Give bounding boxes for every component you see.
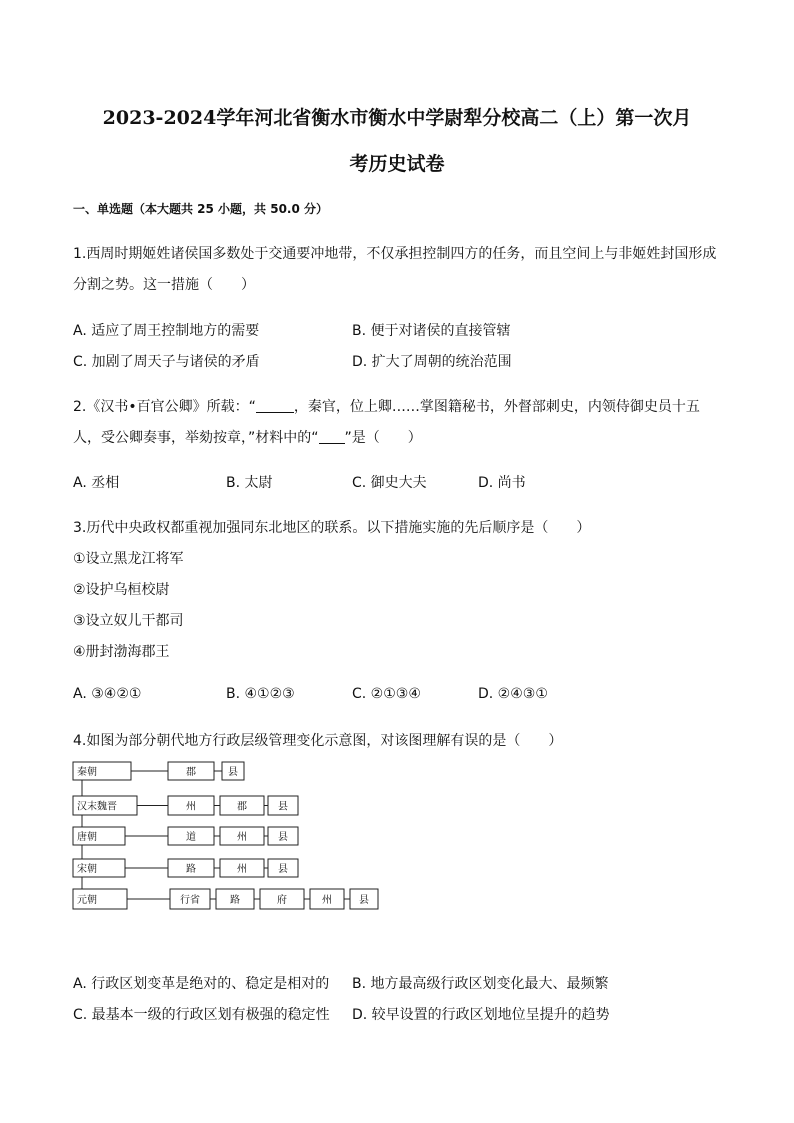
question-3-option-b[interactable]: B. ④①②③ — [226, 686, 295, 702]
level-label: 郡 — [186, 767, 196, 778]
level-label: 州 — [237, 864, 247, 875]
level-label: 县 — [359, 895, 369, 906]
exam-title-line2: 考历史试卷 — [349, 153, 445, 175]
admin-hierarchy-diagram — [72, 758, 382, 918]
question-2-stem-line2 — [73, 427, 422, 447]
level-label: 县 — [228, 767, 238, 778]
level-label: 路 — [230, 895, 240, 906]
question-3-option-d[interactable]: D. ②④③① — [478, 686, 548, 702]
question-4-option-a[interactable]: A. 行政区划变革是绝对的、稳定是相对的 — [73, 976, 330, 992]
dynasty-label: 汉末魏晋 — [77, 801, 117, 813]
question-2-stem-line1 — [73, 396, 700, 416]
level-label: 县 — [278, 801, 288, 813]
level-label: 路 — [186, 864, 196, 875]
level-label: 府 — [277, 895, 287, 906]
question-1-option-c[interactable]: C. 加剧了周天子与诸侯的矛盾 — [73, 354, 260, 370]
question-3-option-a[interactable]: A. ③④②① — [73, 686, 142, 702]
dynasty-label: 宋朝 — [77, 864, 97, 875]
question-3-item-1: ①设立黑龙江将军 — [73, 551, 184, 567]
question-2-stem-line2-suffix: ”是（ ） — [344, 430, 422, 446]
question-3-stem: 3.历代中央政权都重视加强同东北地区的联系。以下措施实施的先后顺序是（ ） — [73, 520, 591, 536]
exam-title-line1: 2023-2024学年河北省衡水市衡水中学尉犁分校高二（上）第一次月 — [102, 107, 692, 129]
question-3-item-2: ②设护乌桓校尉 — [73, 582, 170, 598]
section-heading: 一、单选题（本大题共 25 小题，共 50.0 分） — [73, 202, 329, 216]
question-3-item-4: ④册封渤海郡王 — [73, 644, 170, 660]
level-label: 行省 — [180, 895, 200, 906]
level-label: 县 — [278, 864, 288, 875]
question-2-option-b[interactable]: B. 太尉 — [226, 475, 273, 491]
question-1-option-d[interactable]: D. 扩大了周朝的统治范围 — [352, 354, 512, 370]
question-1-stem-line1: 1.西周时期姬姓诸侯国多数处于交通要冲地带，不仅承担控制四方的任务，而且空间上与非姬姓封国形成 — [73, 246, 717, 262]
question-4-stem: 4.如图为部分朝代地方行政层级管理变化示意图，对该图理解有误的是（ ） — [73, 733, 563, 749]
level-label: 州 — [237, 832, 247, 843]
question-4-option-c[interactable]: C. 最基本一级的行政区划有极强的稳定性 — [73, 1007, 330, 1023]
question-2-blank-1 — [256, 398, 294, 413]
question-2-stem-middle: ，秦官，位上卿……掌图籍秘书，外督部刺史，内领侍御史员十五 — [293, 399, 700, 415]
question-3-option-c[interactable]: C. ②①③④ — [352, 686, 421, 702]
level-label: 道 — [186, 832, 196, 843]
level-label: 州 — [186, 801, 196, 813]
dynasty-label: 元朝 — [77, 895, 97, 906]
level-label: 郡 — [237, 801, 247, 813]
question-3-item-3: ③设立奴儿干都司 — [73, 613, 184, 629]
question-1-option-b[interactable]: B. 便于对诸侯的直接管辖 — [352, 323, 511, 339]
level-label: 州 — [322, 895, 332, 906]
dynasty-label: 秦朝 — [77, 767, 97, 778]
question-2-option-c[interactable]: C. 御史大夫 — [352, 475, 427, 491]
dynasty-label: 唐朝 — [77, 832, 97, 843]
question-2-option-d[interactable]: D. 尚书 — [478, 475, 526, 491]
question-4-option-d[interactable]: D. 较早设置的行政区划地位呈提升的趋势 — [352, 1007, 610, 1023]
question-2-stem-prefix: 2.《汉书•百官公卿》所载：“ — [73, 399, 256, 415]
question-2-stem-line2-prefix: 人，受公卿奏事，举劾按章，”材料中的“ — [73, 430, 319, 446]
question-2-option-a[interactable]: A. 丞相 — [73, 475, 120, 491]
question-1-option-a[interactable]: A. 适应了周王控制地方的需要 — [73, 323, 260, 339]
question-1-stem-line2: 分割之势。这一措施（ ） — [73, 277, 255, 293]
question-4-option-b[interactable]: B. 地方最高级行政区划变化最大、最频繁 — [352, 976, 609, 992]
question-2-blank-2 — [319, 429, 345, 444]
level-label: 县 — [278, 832, 288, 843]
